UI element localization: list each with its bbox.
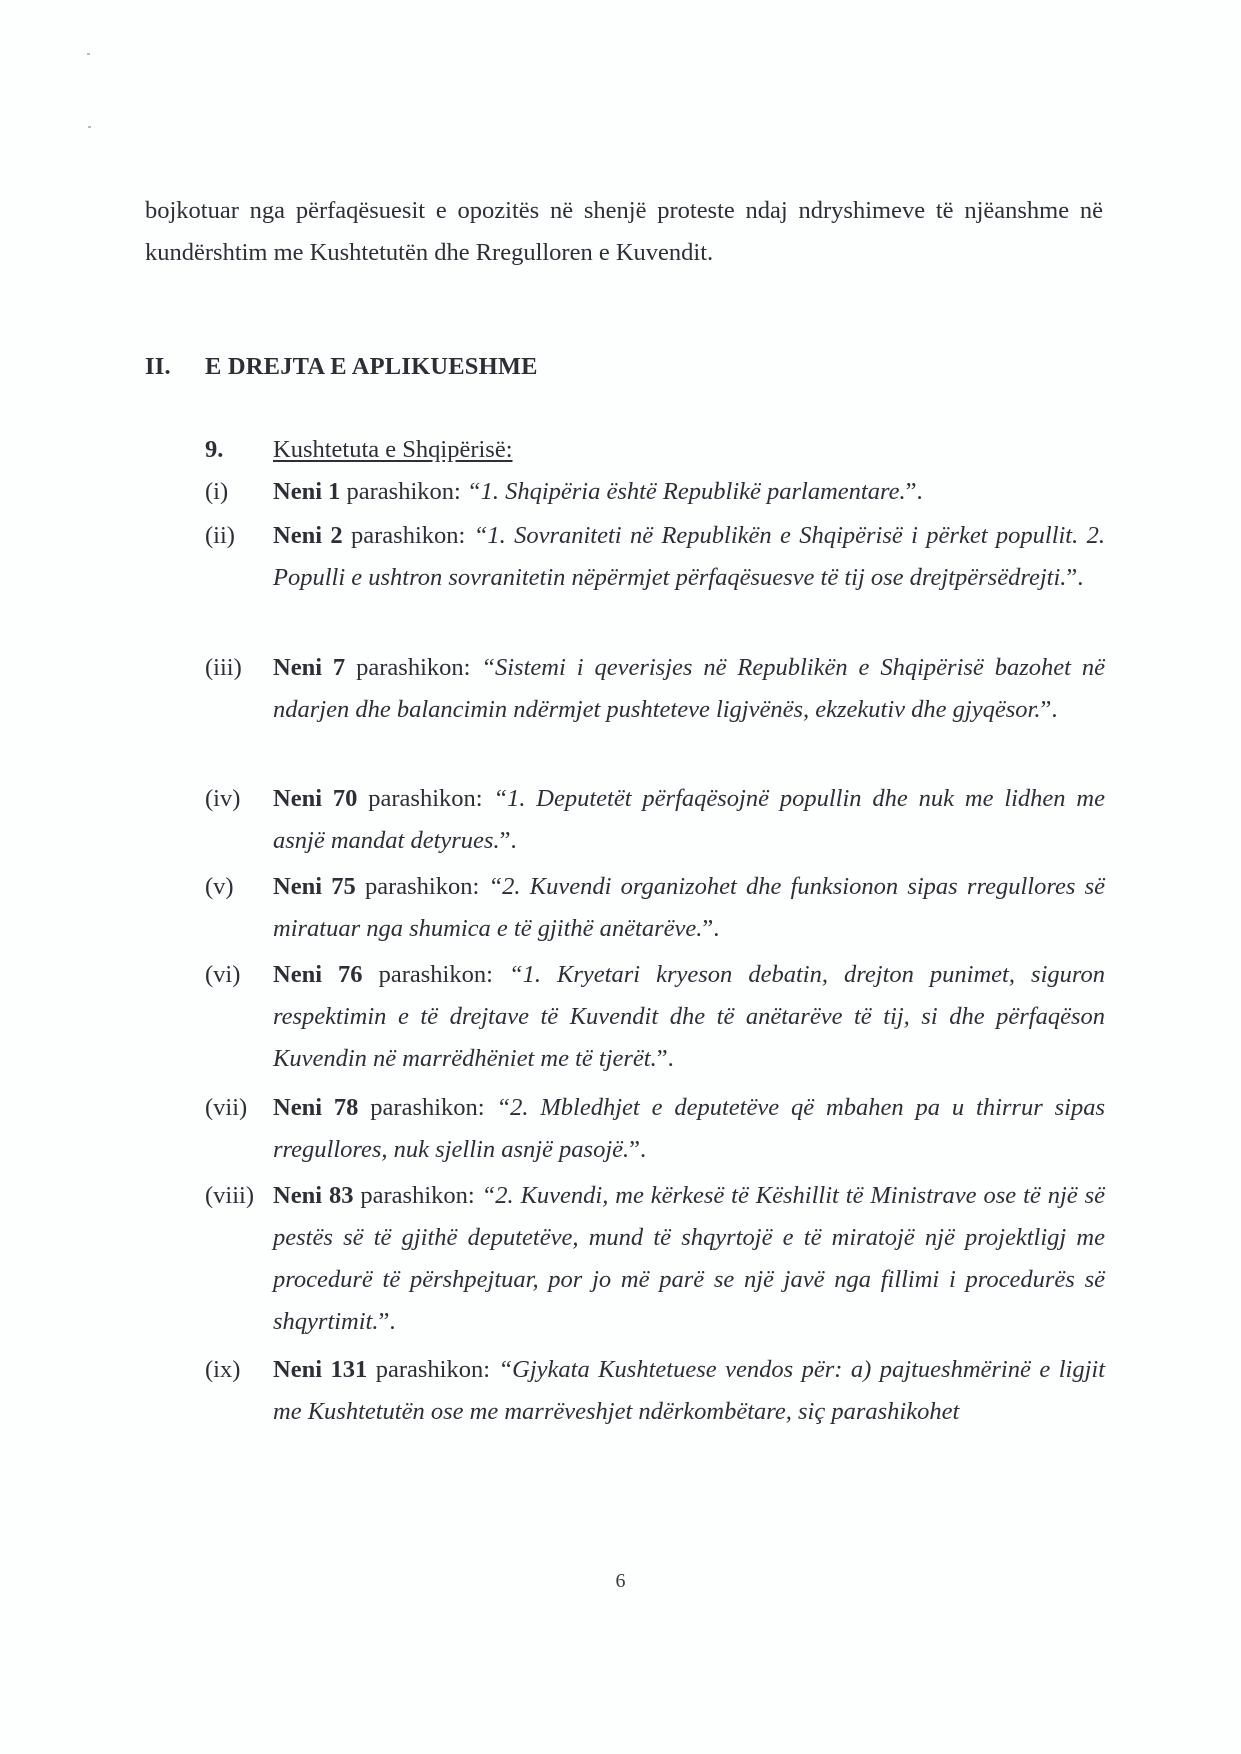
list-item: (ix) Neni 131 parashikon: “Gjykata Kushtetuese vendos për: a) pajtueshmërinë e ligjit me Kushtetutën ose me marrëveshjet ndërkombëtare, siç parashikohet [205,1349,1105,1433]
item-marker: (vii) [205,1094,248,1121]
section-heading [145,346,538,388]
article-quote: “1. Shqipëria është Republikë parlamentare. [466,478,906,505]
article-quote: “2. Kuvendi, me kërkesë të Këshillit të Ministrave ose të një së pestës së të gjithë deputetëve, mund të shqyrtojë e të miratojë një projektligj me procedurë të përshpejtuar, por jo më parë se një javë nga fillimi i procedurës së shqyrtimit. [273,1182,1105,1335]
article-ref: Neni 83 [273,1182,354,1209]
list-item: (vi) Neni 76 parashikon: “1. Kryetari kryeson debatin, drejton punimet, siguron respektimin e të drejtave të Kuvendit dhe të anëtarëve të tij, si dhe përfaqëson Kuvendin në marrëdhëniet me të tjerët.”. [205,954,1105,1080]
item-marker: (i) [205,478,229,505]
item-marker: (iii) [205,654,242,681]
list-item: (i) Neni 1 parashikon: “1. Shqipëria është Republikë parlamentare.”. [205,471,1105,513]
scan-artifact [88,126,91,128]
list-item: (v) Neni 75 parashikon: “2. Kuvendi organizohet dhe funksionon sipas rregullores së miratuar nga shumica e të gjithë anëtarëve.”. [205,866,1105,950]
scan-artifact [87,53,90,55]
article-quote: “2. Kuvendi organizohet dhe funksionon sipas rregullores së miratuar nga shumica e të gjithë anëtarëve. [273,873,1105,942]
article-ref: Neni 2 [273,522,343,549]
section-title: E DREJTA E APLIKUESHME [205,353,538,380]
page-number: 6 [615,1570,626,1592]
item-marker: (iv) [205,785,241,812]
list-item: (vii) Neni 78 parashikon: “2. Mbledhjet e deputetëve që mbahen pa u thirrur sipas rregullores, nuk sjellin asnjë pasojë.”. [205,1087,1105,1171]
article-ref: Neni 131 [273,1356,368,1383]
paragraph-9-heading [205,429,1105,471]
item-marker: (vi) [205,961,241,988]
item-marker: (v) [205,873,234,900]
article-quote: “1. Kryetari kryeson debatin, drejton punimet, siguron respektimin e të drejtave të Kuvendit dhe të anëtarëve të tij, si dhe përfaqëson Kuvendin në marrëdhëniet me të tjerët. [273,961,1106,1072]
paragraph-number: 9. [205,436,224,463]
article-ref: Neni 78 [273,1094,359,1121]
paragraph-title: Kushtetuta e Shqipërisë: [273,436,513,463]
article-quote: “1. Sovraniteti në Republikën e Shqipërisë i përket popullit. 2. Populli e ushtron sovranitetin nëpërmjet përfaqësuesve të tij ose drejtpërsëdrejti. [273,522,1105,591]
article-ref: Neni 70 [273,785,358,812]
article-quote: “1. Deputetët përfaqësojnë popullin dhe nuk me lidhen me asnjë mandat detyrues. [273,785,1105,854]
item-marker: (viii) [205,1182,254,1209]
list-item: (ii) Neni 2 parashikon: “1. Sovraniteti në Republikën e Shqipërisë i përket popullit. 2. Populli e ushtron sovranitetin nëpërmjet përfaqësuesve të tij ose drejtpërsëdrejti.”. [205,515,1105,599]
article-quote: “Sistemi i qeverisjes në Republikën e Shqipërisë bazohet në ndarjen dhe balancimin ndërmjet pushteteve ligjvënës, ekzekutiv dhe gjyqësor. [273,654,1105,723]
article-ref: Neni 75 [273,873,356,900]
article-quote: “Gjykata Kushtetuese vendos për: a) pajtueshmërinë e ligjit me Kushtetutën ose me marrëveshjet ndërkombëtare, siç parashikohet [273,1356,1105,1425]
article-quote: “2. Mbledhjet e deputetëve që mbahen pa u thirrur sipas rregullores, nuk sjellin asnjë pasojë. [273,1094,1105,1163]
article-ref: Neni 76 [273,961,363,988]
item-marker: (ii) [205,522,235,549]
intro-paragraph: bojkotuar nga përfaqësuesit e opozitës në shenjë proteste ndaj ndryshimeve të njëanshme në kundërshtim me Kushtetutën dhe Rregulloren e Kuvendit. [145,197,1103,266]
article-ref: Neni 1 [273,478,341,505]
list-item: (iii) Neni 7 parashikon: “Sistemi i qeverisjes në Republikën e Shqipërisë bazohet në ndarjen dhe balancimin ndërmjet pushteteve ligjvënës, ekzekutiv dhe gjyqësor.”. [205,647,1105,731]
list-item: (iv) Neni 70 parashikon: “1. Deputetët përfaqësojnë popullin dhe nuk me lidhen me asnjë mandat detyrues.”. [205,778,1105,862]
item-marker: (ix) [205,1356,241,1383]
article-ref: Neni 7 [273,654,346,681]
section-number: II. [145,353,171,380]
list-item: (viii) Neni 83 parashikon: “2. Kuvendi, me kërkesë të Këshillit të Ministrave ose të një së pestës së të gjithë deputetëve, mund të shqyrtojë e të miratojë një projektligj me procedurë të përshpejtuar, por jo më parë se një javë nga fillimi i procedurës së shqyrtimit.”. [205,1175,1105,1343]
